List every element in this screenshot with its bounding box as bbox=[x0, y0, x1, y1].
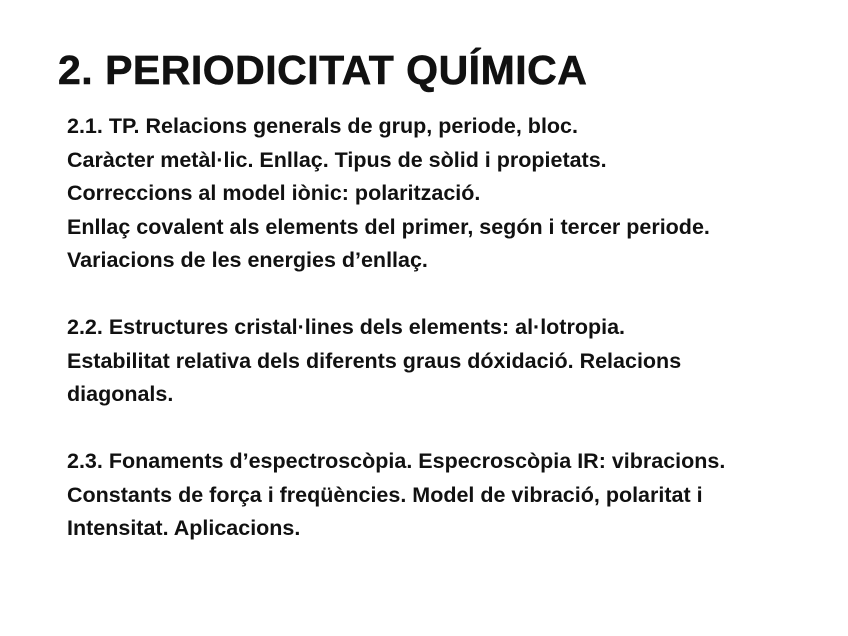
text-line: Intensitat. Aplicacions. bbox=[67, 516, 301, 540]
text-line: diagonals. bbox=[67, 382, 174, 406]
text-line: Variacions de les energies d’enllaç. bbox=[67, 248, 428, 272]
slide-title: 2. PERIODICITAT QUÍMICA bbox=[58, 47, 588, 93]
text-line: Correccions al model iònic: polarització. bbox=[67, 181, 481, 205]
text-line: 2.2. Estructures cristal·lines dels elements: al·lotropia. bbox=[67, 315, 626, 339]
text-line: Enllaç covalent als elements del primer, segón i tercer periode. bbox=[67, 214, 710, 239]
text-line: Estabilitat relativa dels diferents graus dóxidació. Relacions bbox=[67, 348, 682, 373]
text-line: 2.3. Fonaments d’espectroscòpia. Especroscòpia IR: vibracions. bbox=[67, 449, 726, 473]
text-line: Caràcter metàl·lic. Enllaç. Tipus de sòlid i propietats. bbox=[67, 147, 607, 172]
slide-body bbox=[67, 110, 837, 579]
section-2-1 bbox=[67, 110, 837, 278]
section-2-3 bbox=[67, 445, 837, 546]
section-2-2 bbox=[67, 311, 837, 412]
text-line: Constants de força i freqüències. Model de vibració, polaritat i bbox=[67, 482, 703, 507]
text-line: 2.1. TP. Relacions generals de grup, periode, bloc. bbox=[67, 114, 578, 138]
